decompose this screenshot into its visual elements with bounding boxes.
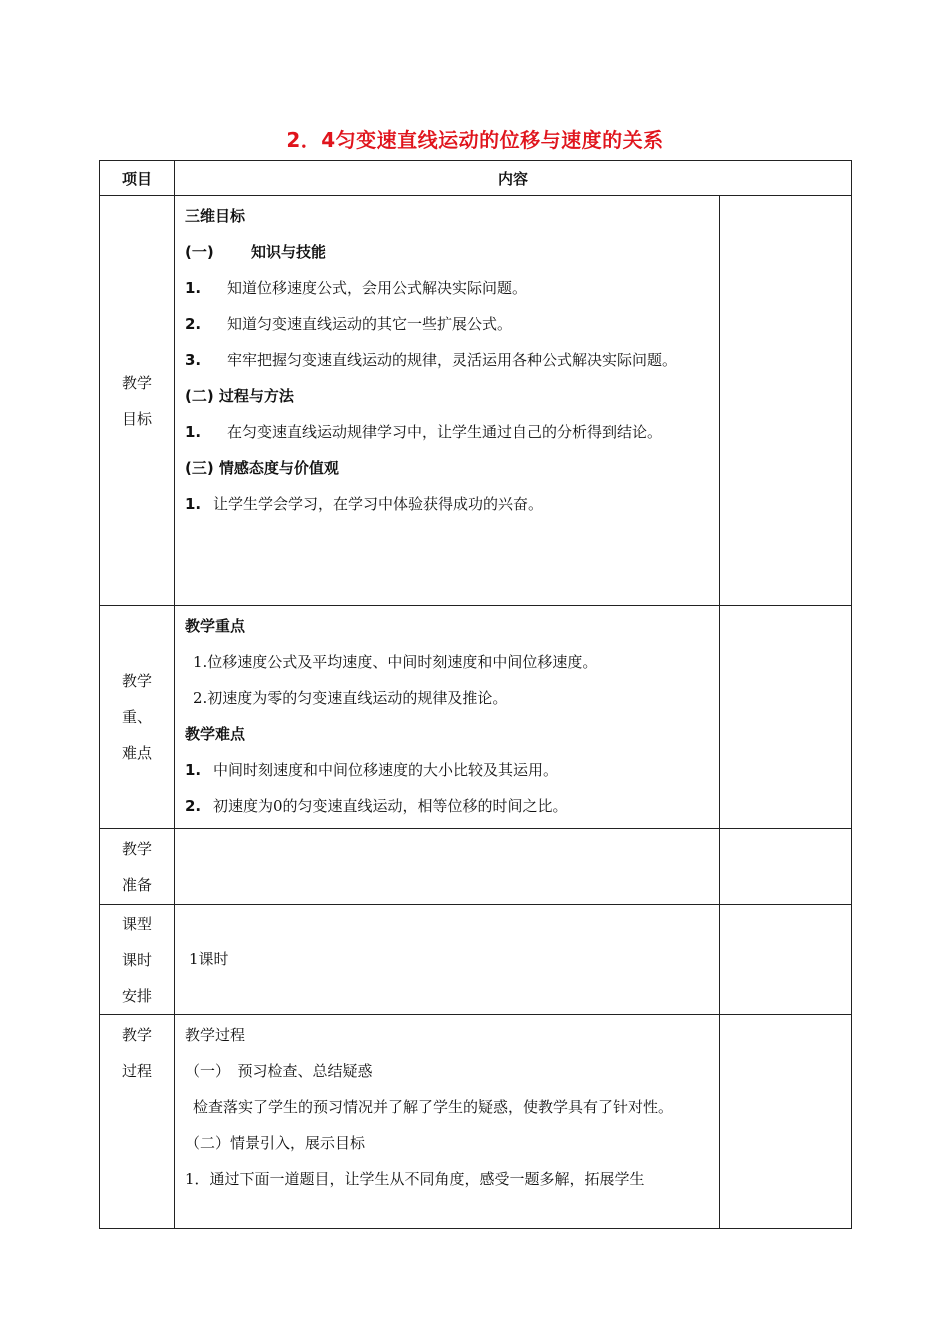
- goals-section-3: (三) 情感态度与价值观: [185, 459, 339, 477]
- focus-heading: 教学重点: [185, 617, 246, 635]
- list-item: [185, 342, 711, 378]
- process-step: （一） 预习检查、总结疑惑: [185, 1062, 373, 1080]
- process-paragraph: 检查落实了学生的预习情况并了解了学生的疑惑，使教学具有了针对性。: [193, 1098, 674, 1116]
- item-number: 2.: [185, 797, 202, 815]
- item-number: 3.: [185, 351, 202, 369]
- schedule-text: 1课时: [189, 949, 229, 968]
- remarks-cell: [720, 1015, 852, 1229]
- goals-section-2: (二) 过程与方法: [185, 387, 294, 405]
- list-item: 2.初速度为零的匀变速直线运动的规律及推论。: [193, 689, 508, 707]
- table-row: [100, 196, 852, 606]
- goals-content: [175, 196, 720, 606]
- difficult-heading: 教学难点: [185, 725, 246, 743]
- keys-label: 教学 重、 难点: [121, 672, 152, 762]
- item-text: 初速度为0的匀变速直线运动，相等位移的时间之比。: [213, 797, 568, 815]
- table-row: [100, 829, 852, 905]
- row-label-goals: [100, 196, 175, 606]
- row-label-prep: [100, 829, 175, 905]
- process-heading: 教学过程: [185, 1026, 246, 1044]
- process-label: 教学 过程: [121, 1026, 152, 1080]
- list-item: [185, 486, 711, 522]
- prep-content: [175, 829, 720, 905]
- section-number: (一): [185, 243, 214, 261]
- table-row: [100, 1015, 852, 1229]
- item-text: 牢牢把握匀变速直线运动的规律，灵活运用各种公式解决实际问题。: [227, 351, 678, 369]
- item-text: 中间时刻速度和中间位移速度的大小比较及其运用。: [213, 761, 559, 779]
- process-step: （二）情景引入，展示目标: [185, 1134, 366, 1152]
- goals-section-1: [185, 234, 711, 270]
- prep-label: 教学 准备: [121, 840, 152, 894]
- header-item: 项目: [100, 161, 175, 196]
- schedule-content: [175, 905, 720, 1015]
- table-header-row: [100, 161, 852, 196]
- item-number: 1.: [185, 279, 202, 297]
- item-number: 1.: [185, 761, 202, 779]
- remarks-cell: [720, 606, 852, 829]
- schedule-label: 课型 课时 安排: [121, 914, 152, 1005]
- remarks-cell: [720, 905, 852, 1015]
- remarks-cell: [720, 829, 852, 905]
- item-text: 让学生学会学习，在学习中体验获得成功的兴奋。: [213, 495, 544, 513]
- goals-heading: 三维目标: [185, 207, 246, 225]
- goals-label: 教学 目标: [121, 373, 152, 428]
- header-content: 内容: [175, 161, 852, 196]
- list-item: [185, 270, 711, 306]
- item-number: 1.: [185, 423, 202, 441]
- table-row: [100, 905, 852, 1015]
- section-title: 知识与技能: [251, 243, 327, 261]
- keys-content: [175, 606, 720, 829]
- list-item: [185, 414, 711, 450]
- row-label-schedule: [100, 905, 175, 1015]
- process-paragraph: 1．通过下面一道题目，让学生从不同角度，感受一题多解，拓展学生: [185, 1170, 645, 1188]
- item-number: 1.: [185, 495, 202, 513]
- row-label-process: [100, 1015, 175, 1229]
- row-label-keys: [100, 606, 175, 829]
- table-row: [100, 606, 852, 829]
- list-item: [185, 752, 711, 788]
- item-text: 在匀变速直线运动规律学习中，让学生通过自己的分析得到结论。: [227, 423, 663, 441]
- list-item: [185, 306, 711, 342]
- lesson-plan-table: [99, 160, 852, 1229]
- list-item: 1.位移速度公式及平均速度、中间时刻速度和中间位移速度。: [193, 653, 598, 671]
- item-number: 2.: [185, 315, 202, 333]
- page-title: 2．4匀变速直线运动的位移与速度的关系: [286, 128, 664, 152]
- item-text: 知道位移速度公式，会用公式解决实际问题。: [227, 279, 528, 297]
- remarks-cell: [720, 196, 852, 606]
- process-content: [175, 1015, 720, 1229]
- list-item: [185, 788, 711, 824]
- item-text: 知道匀变速直线运动的其它一些扩展公式。: [227, 315, 513, 333]
